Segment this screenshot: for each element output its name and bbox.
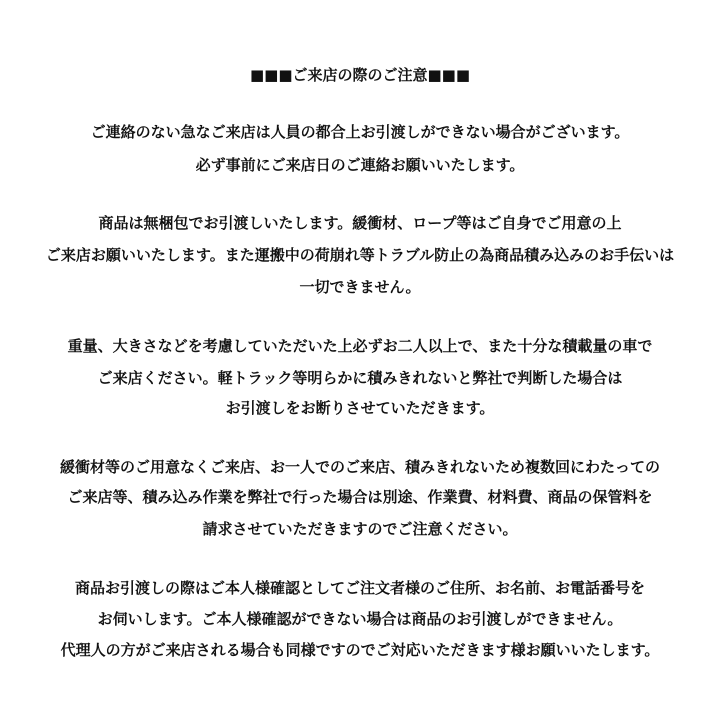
paragraph-5-line-2: お伺いします。ご本人様確認ができない場合は商品のお引渡しができません。 bbox=[97, 610, 623, 628]
paragraph-2-line-2: ご来店お願いいたします。また運搬中の荷崩れ等トラブル防止の為商品積み込みのお手伝いは bbox=[45, 246, 675, 264]
paragraph-1-line-2: 必ず事前にご来店日のご連絡お願いいたします。 bbox=[195, 156, 525, 174]
paragraph-4-line-2: ご来店等、積み込み作業を弊社で行った場合は別途、作業費、材料費、商品の保管料を bbox=[67, 488, 653, 506]
paragraph-4-line-1: 緩衝材等のご用意なくご来店、お一人でのご来店、積みきれないため複数回にわたっての bbox=[59, 458, 660, 476]
paragraph-2-line-3: 一切できません。 bbox=[299, 278, 421, 296]
paragraph-2-line-1: 商品は無梱包でお引渡しいたします。緩衝材、ロープ等はご自身でご用意の上 bbox=[98, 214, 622, 232]
paragraph-3-line-3: お引渡しをお断りさせていただきます。 bbox=[225, 399, 495, 417]
paragraph-1-line-1: ご連絡のない急なご来店は人員の都合上お引渡しができない場合がございます。 bbox=[90, 123, 630, 141]
paragraph-5-line-1: 商品お引渡しの際はご本人様確認としてご注文者様のご住所、お名前、お電話番号を bbox=[74, 579, 645, 597]
paragraph-3-line-2: ご来店ください。軽トラック等明らかに積みきれないと弊社で判断した場合は bbox=[97, 369, 623, 387]
paragraph-3-line-1: 重量、大きさなどを考慮していただいた上必ずお二人以上で、また十分な積載量の車で bbox=[67, 337, 653, 355]
notice-title: ■■■ご来店の際のご注意■■■ bbox=[249, 66, 471, 84]
paragraph-4-line-3: 請求させていただきますのでご注意ください。 bbox=[202, 520, 518, 538]
paragraph-5-line-3: 代理人の方がご来店される場合も同様ですのでご対応いただきます様お願いいたします。 bbox=[60, 641, 660, 659]
